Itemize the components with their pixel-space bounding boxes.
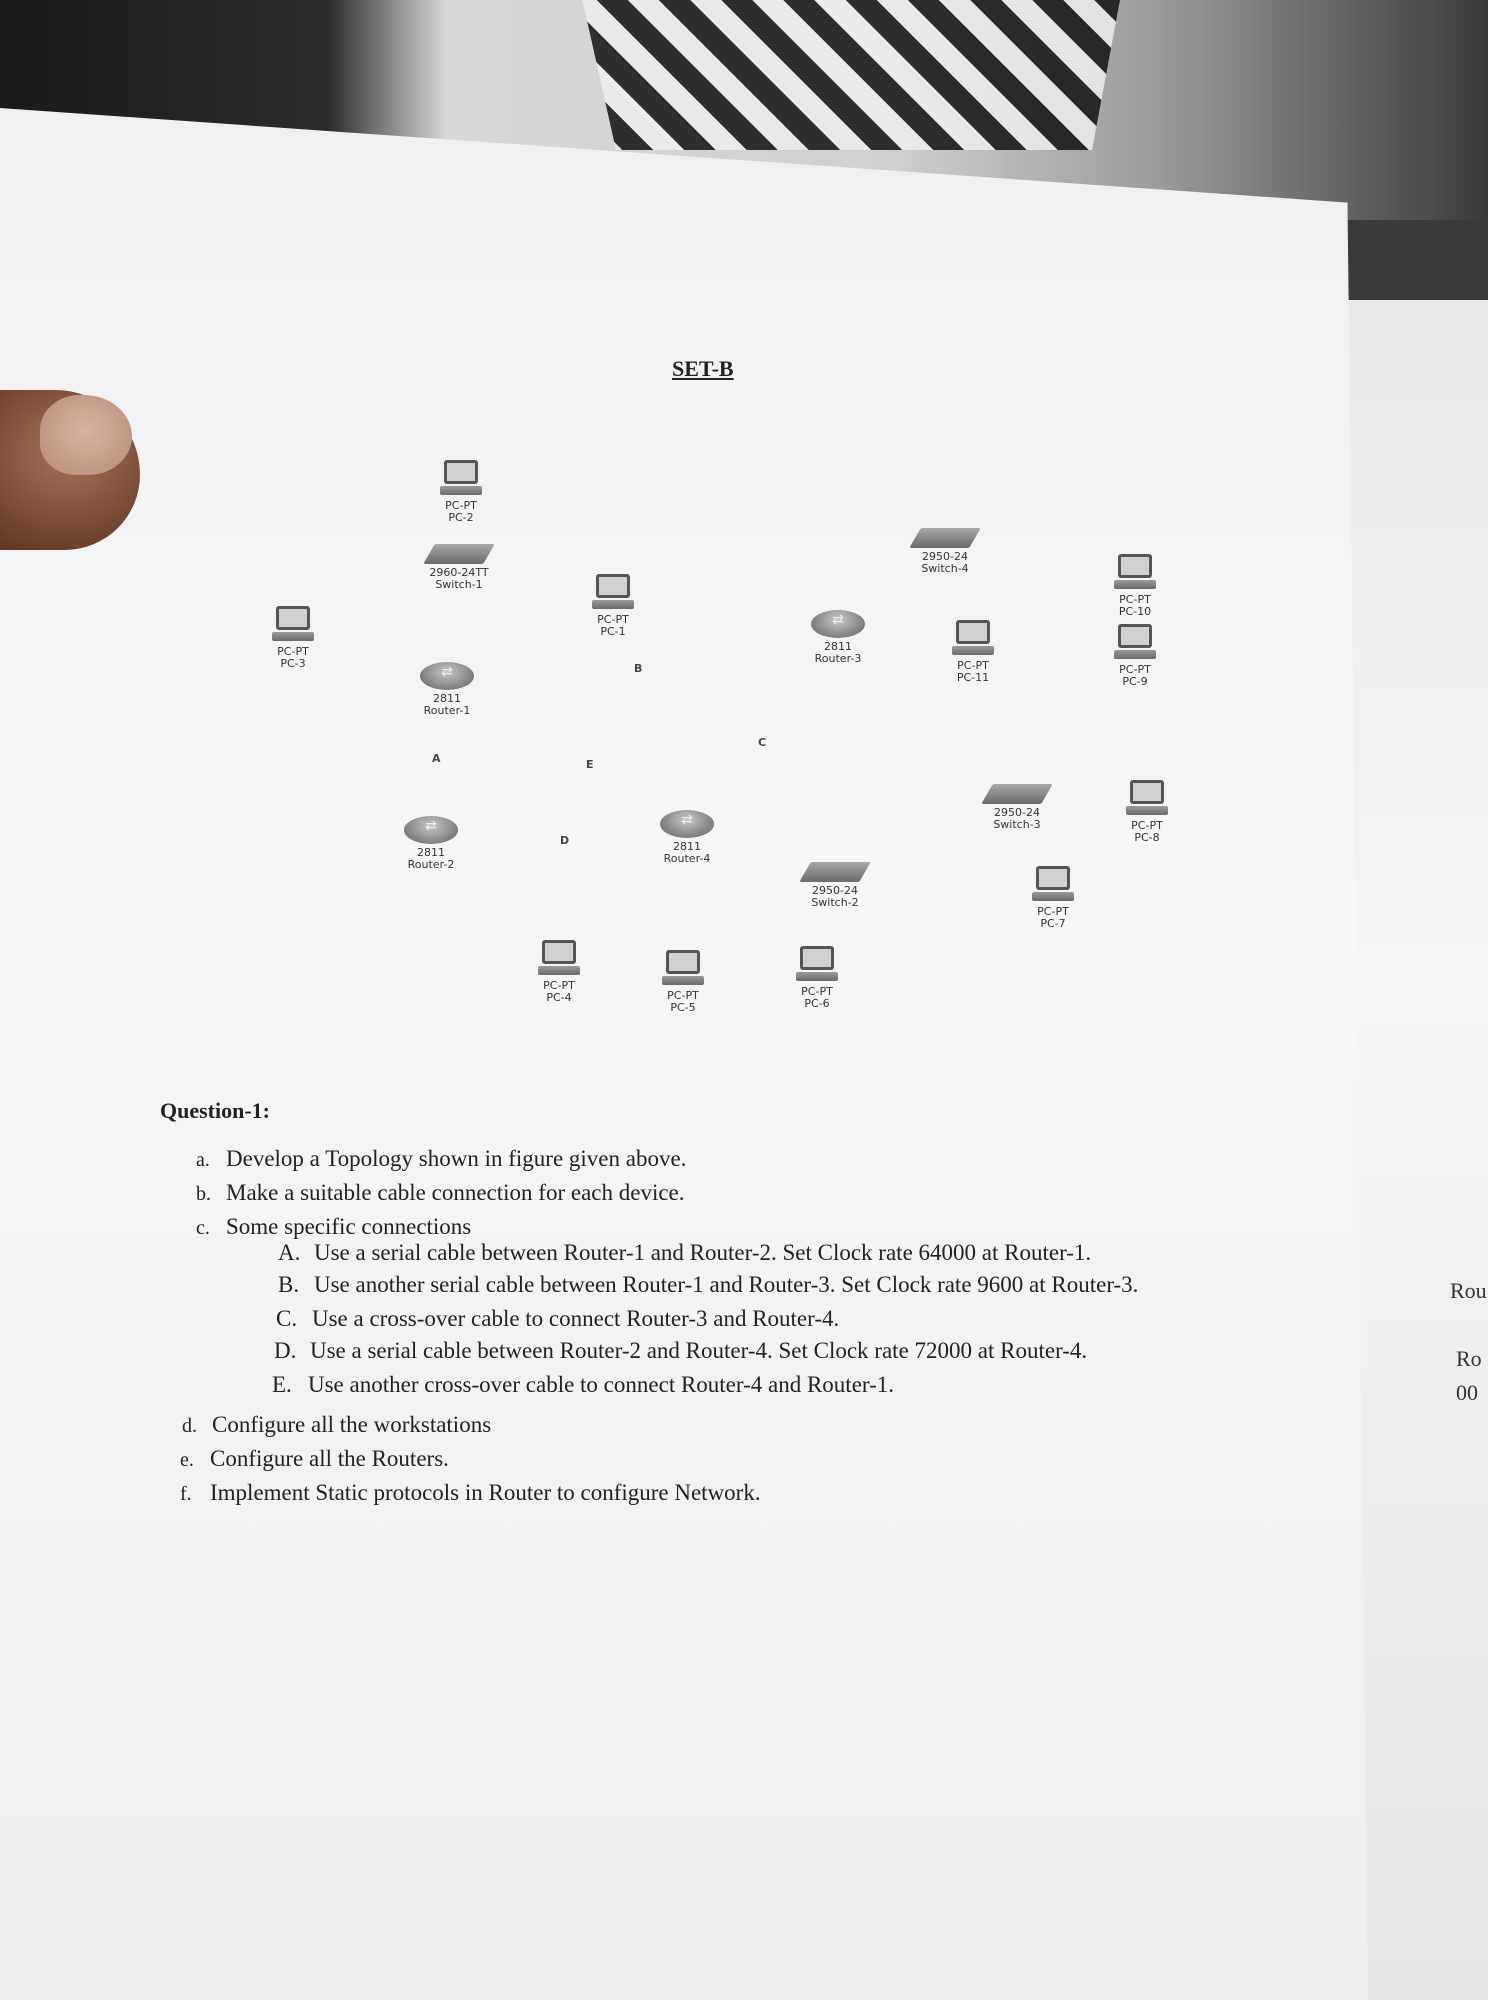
question-item-e — [180, 1446, 449, 1472]
router-icon — [420, 662, 474, 690]
pc-icon — [1114, 554, 1156, 592]
item-text: Make a suitable cable connection for each device. — [226, 1180, 685, 1205]
item-mark: E. — [272, 1372, 292, 1397]
cloth-pattern — [560, 0, 1120, 150]
device-name: PC-7 — [1040, 917, 1066, 930]
pc-icon — [1114, 624, 1156, 662]
device-name: Router-3 — [814, 652, 862, 665]
device-model: PC-PT — [597, 613, 629, 626]
router-4-node — [632, 810, 742, 865]
question-item-c — [196, 1214, 471, 1240]
device-name: PC-6 — [804, 997, 830, 1010]
link-label-e: E — [586, 758, 594, 771]
pc-2-node — [406, 460, 516, 524]
switch-icon — [909, 528, 981, 548]
item-text: Use a serial cable between Router-1 and Router-2. Set Clock rate 64000 at Router-1. — [314, 1240, 1092, 1265]
pc-4-node — [504, 940, 614, 1004]
device-name: PC-11 — [956, 671, 990, 684]
device-model: PC-PT — [543, 979, 575, 992]
router-icon — [660, 810, 714, 838]
device-model: PC-PT — [1119, 593, 1151, 606]
device-model: PC-PT — [801, 985, 833, 998]
switch-icon — [799, 862, 871, 882]
router-2-node — [376, 816, 486, 871]
link-label-d: D — [560, 834, 570, 847]
device-model: PC-PT — [277, 645, 309, 658]
router-3-node — [783, 610, 893, 665]
device-name: PC-4 — [546, 991, 572, 1004]
pc-icon — [1126, 780, 1168, 818]
side-text-2: Ro — [1456, 1346, 1482, 1371]
side-text-3: 00 — [1456, 1380, 1478, 1405]
device-model: PC-PT — [445, 499, 477, 512]
device-name: Router-1 — [423, 704, 471, 717]
item-mark: a. — [196, 1149, 210, 1171]
paper-sheet — [0, 108, 1368, 2000]
question-item-f — [180, 1480, 761, 1506]
item-text: Configure all the workstations — [212, 1412, 492, 1437]
device-model: PC-PT — [1037, 905, 1069, 918]
pc-icon — [1032, 866, 1074, 904]
switch-icon — [981, 784, 1053, 804]
item-text: Configure all the Routers. — [210, 1446, 449, 1471]
pc-1-node — [558, 574, 668, 638]
item-mark: B. — [278, 1272, 300, 1297]
sub-item-a — [278, 1240, 1091, 1266]
switch-3-node — [962, 784, 1072, 831]
switch-2-node — [780, 862, 890, 909]
item-mark: b. — [196, 1183, 211, 1205]
device-model: 2960-24TT — [429, 566, 489, 579]
item-text: Develop a Topology shown in figure given above. — [226, 1146, 687, 1171]
link-label-c: C — [758, 736, 767, 749]
device-model: 2950-24 — [922, 550, 968, 563]
item-mark: c. — [196, 1217, 210, 1239]
pc-icon — [440, 460, 482, 498]
item-mark: A. — [278, 1240, 301, 1265]
pc-icon — [952, 620, 994, 658]
pc-icon — [592, 574, 634, 612]
side-text-1: Rou — [1450, 1278, 1487, 1303]
pc-11-node — [918, 620, 1028, 684]
pc-7-node — [998, 866, 1108, 930]
pc-icon — [538, 940, 580, 978]
item-mark: d. — [182, 1415, 197, 1437]
question-item-b — [196, 1180, 685, 1206]
pc-9-node — [1080, 624, 1190, 688]
device-name: Switch-4 — [921, 562, 969, 575]
pc-icon — [272, 606, 314, 644]
item-mark: D. — [274, 1338, 297, 1363]
device-model: PC-PT — [1119, 663, 1151, 676]
device-model: 2950-24 — [812, 884, 858, 897]
pc-8-node — [1092, 780, 1202, 844]
device-model: 2950-24 — [994, 806, 1040, 819]
item-text: Some specific connections — [226, 1214, 472, 1239]
device-name: Switch-3 — [993, 818, 1041, 831]
device-name: Switch-2 — [811, 896, 859, 909]
router-icon — [811, 610, 865, 638]
question-heading: Question-1: — [160, 1098, 270, 1123]
switch-4-node — [890, 528, 1000, 575]
router-icon — [404, 816, 458, 844]
link-label-b: B — [634, 662, 643, 675]
sub-item-e — [272, 1372, 894, 1398]
device-model: 2811 — [673, 840, 701, 853]
device-name: Router-4 — [663, 852, 711, 865]
pc-3-node — [238, 606, 348, 670]
page-title: SET-B — [672, 356, 734, 381]
pc-icon — [796, 946, 838, 984]
device-name: PC-8 — [1134, 831, 1160, 844]
item-text: Use a cross-over cable to connect Router-3 and Router-4. — [312, 1306, 840, 1331]
switch-1-node — [404, 544, 514, 591]
router-1-node — [392, 662, 502, 717]
device-model: 2811 — [433, 692, 461, 705]
sub-item-c — [276, 1306, 839, 1332]
device-name: Switch-1 — [435, 578, 483, 591]
pc-icon — [662, 950, 704, 988]
device-name: PC-5 — [670, 1001, 696, 1014]
device-model: 2811 — [824, 640, 852, 653]
item-text: Use another cross-over cable to connect Router-4 and Router-1. — [308, 1372, 895, 1397]
pc-6-node — [762, 946, 872, 1010]
item-mark: e. — [180, 1449, 194, 1471]
device-model: 2811 — [417, 846, 445, 859]
device-name: PC-2 — [448, 511, 474, 524]
sub-item-b — [278, 1272, 1138, 1298]
switch-icon — [423, 544, 495, 564]
sub-item-d — [274, 1338, 1087, 1364]
device-name: Router-2 — [407, 858, 455, 871]
question-item-d — [182, 1412, 491, 1438]
item-text: Implement Static protocols in Router to configure Network. — [210, 1480, 761, 1505]
question-item-a — [196, 1146, 686, 1172]
link-label-a: A — [432, 752, 441, 765]
item-text: Use another serial cable between Router-1 and Router-3. Set Clock rate 9600 at Router-3. — [314, 1272, 1139, 1297]
item-mark: C. — [276, 1306, 298, 1331]
item-text: Use a serial cable between Router-2 and Router-4. Set Clock rate 72000 at Router-4. — [310, 1338, 1088, 1363]
item-mark: f. — [180, 1483, 192, 1505]
device-name: PC-1 — [600, 625, 626, 638]
device-name: PC-9 — [1122, 675, 1148, 688]
thumb-nail — [40, 395, 132, 475]
device-model: PC-PT — [957, 659, 989, 672]
device-name: PC-10 — [1118, 605, 1152, 618]
device-name: PC-3 — [280, 657, 306, 670]
device-model: PC-PT — [1131, 819, 1163, 832]
pc-10-node — [1080, 554, 1190, 618]
pc-5-node — [628, 950, 738, 1014]
device-model: PC-PT — [667, 989, 699, 1002]
